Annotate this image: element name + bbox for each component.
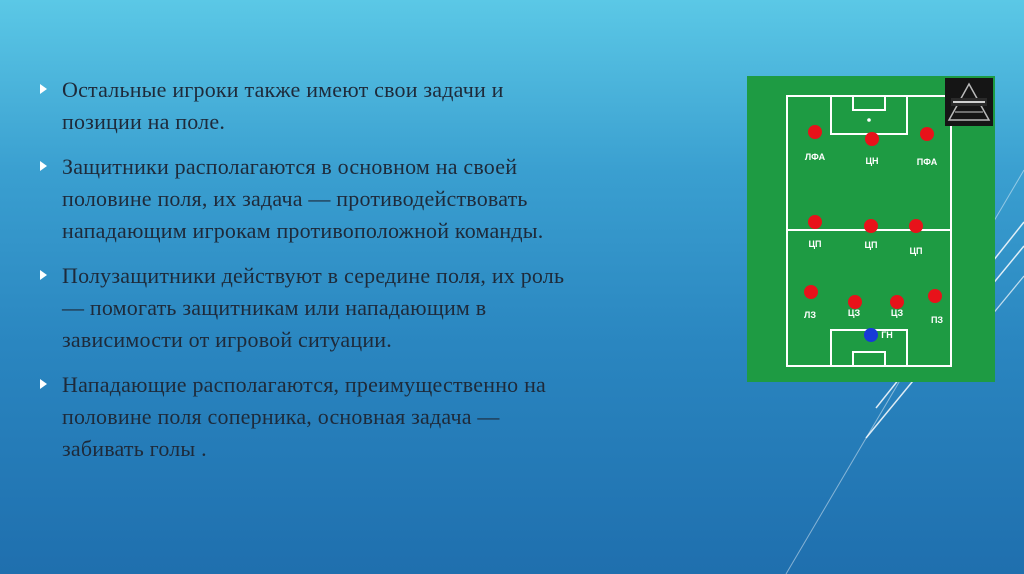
bullet-item — [38, 260, 748, 356]
label-cz-right: ЦЗ — [890, 308, 904, 318]
bullet-item — [38, 369, 748, 465]
bullet-marker-icon — [40, 84, 47, 94]
player-gk — [864, 328, 878, 342]
bullet-item — [38, 151, 748, 247]
bullet-marker-icon — [40, 379, 47, 389]
bullet-text: Полузащитники действуют в середине поля, их роль — помогать защитникам или нападающим в зависимости от игровой ситуации. — [62, 263, 565, 352]
player-cz-left — [848, 295, 862, 309]
emblem-icon — [945, 78, 993, 126]
label-cp-left: ЦП — [808, 239, 822, 249]
player-cn — [865, 132, 879, 146]
label-lz: ЛЗ — [804, 310, 816, 320]
top-penalty-spot — [867, 118, 871, 122]
label-cp-mid: ЦП — [864, 240, 878, 250]
player-cp-mid — [864, 219, 878, 233]
label-pfa: ПФА — [916, 157, 938, 167]
bullet-list — [38, 74, 748, 478]
label-cp-right: ЦП — [909, 246, 923, 256]
bullet-text: Нападающие располагаются, преимущественно на половине поля соперника, основная задача — забивать голы . — [62, 372, 547, 461]
bullet-text: Защитники располагаются в основном на своей половине поля, их задача — противодействовать нападающим игрокам противоположной команды. — [62, 154, 544, 243]
label-pz: ПЗ — [930, 315, 944, 325]
player-cp-left — [808, 215, 822, 229]
label-cz-left: ЦЗ — [847, 308, 861, 318]
bullet-item — [38, 74, 748, 138]
label-lfa: ЛФА — [804, 152, 826, 162]
player-pfa — [920, 127, 934, 141]
bullet-marker-icon — [40, 270, 47, 280]
formation-diagram — [747, 76, 995, 382]
bullet-marker-icon — [40, 161, 47, 171]
player-lz — [804, 285, 818, 299]
player-cz-right — [890, 295, 904, 309]
player-pz — [928, 289, 942, 303]
bullet-text: Остальные игроки также имеют свои задачи и позиции на поле. — [62, 77, 504, 134]
label-cn: ЦН — [865, 156, 879, 166]
label-gk: ГН — [881, 330, 893, 340]
player-cp-right — [909, 219, 923, 233]
player-lfa — [808, 125, 822, 139]
